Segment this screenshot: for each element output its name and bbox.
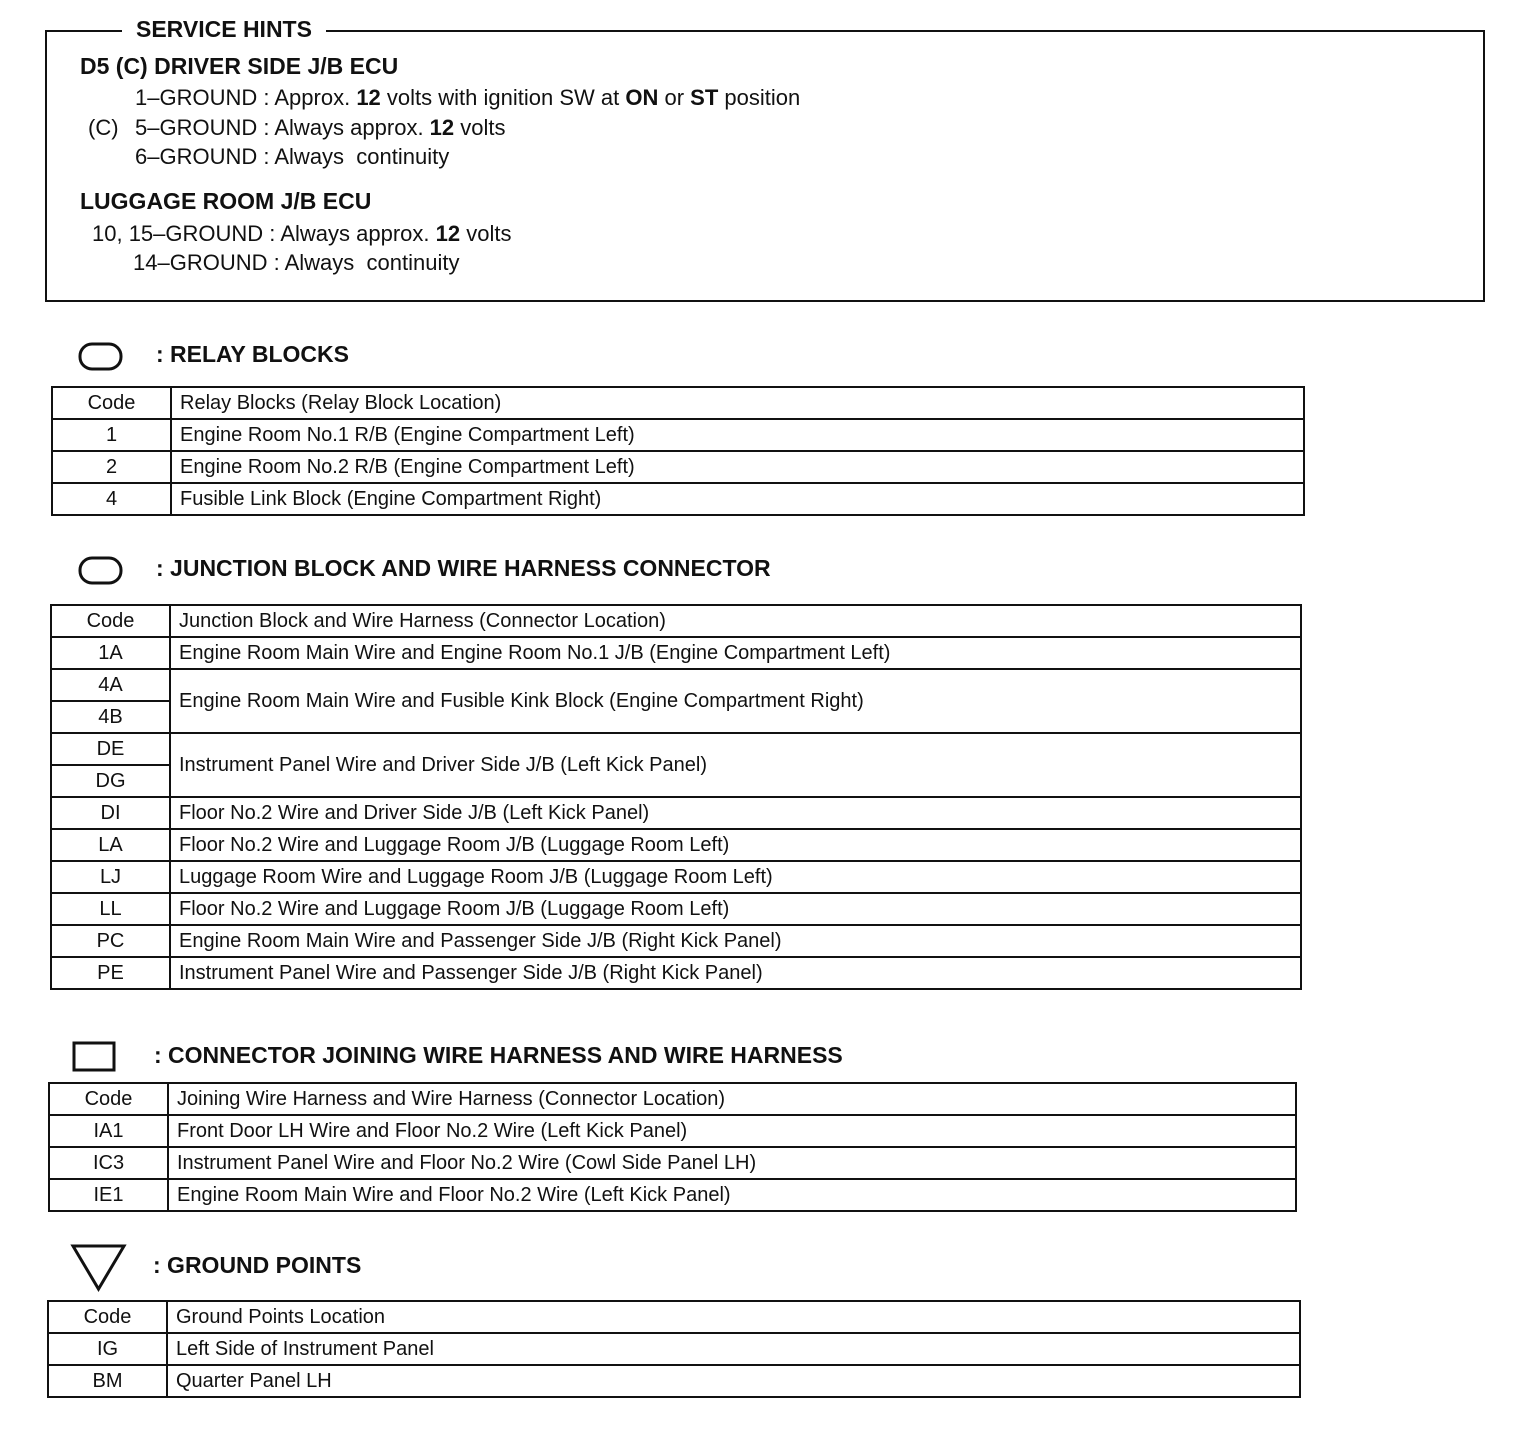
code-cell: DE — [51, 733, 170, 765]
code-cell: 1A — [51, 637, 170, 669]
description-header: Junction Block and Wire Harness (Connector Location) — [170, 605, 1301, 637]
description-cell: Instrument Panel Wire and Driver Side J/B (Left Kick Panel) — [170, 733, 1301, 797]
code-cell: IC3 — [49, 1147, 168, 1179]
code-header: Code — [48, 1301, 167, 1333]
code-cell: LJ — [51, 861, 170, 893]
table-header-row — [51, 605, 1301, 637]
description-cell: Fusible Link Block (Engine Compartment Right) — [171, 483, 1304, 515]
code-cell: LA — [51, 829, 170, 861]
description-header: Joining Wire Harness and Wire Harness (Connector Location) — [168, 1083, 1296, 1115]
code-cell: IG — [48, 1333, 167, 1365]
description-cell: Engine Room Main Wire and Passenger Side J/B (Right Kick Panel) — [170, 925, 1301, 957]
table-row — [51, 797, 1301, 829]
table-row — [48, 1365, 1300, 1397]
hint-line: 10, 15–GROUND : Always approx. 12 volts — [92, 221, 512, 246]
code-cell: 2 — [52, 451, 171, 483]
triangle-down-icon — [70, 1243, 128, 1293]
relay-blocks-table — [51, 386, 1305, 516]
code-header: Code — [49, 1083, 168, 1115]
table-row — [51, 669, 1301, 701]
connector-table — [48, 1082, 1297, 1212]
table-row — [52, 451, 1304, 483]
junction-block-table — [50, 604, 1302, 990]
code-header: Code — [52, 387, 171, 419]
description-header: Ground Points Location — [167, 1301, 1300, 1333]
description-cell: Quarter Panel LH — [167, 1365, 1300, 1397]
code-cell: DG — [51, 765, 170, 797]
connector-prefix: (C) — [88, 115, 119, 140]
table-row — [52, 483, 1304, 515]
connector-heading: : CONNECTOR JOINING WIRE HARNESS AND WIRE HARNESS — [154, 1042, 843, 1068]
code-header: Code — [51, 605, 170, 637]
description-cell: Engine Room Main Wire and Fusible Kink Block (Engine Compartment Right) — [170, 669, 1301, 733]
description-cell: Engine Room Main Wire and Engine Room No.1 J/B (Engine Compartment Left) — [170, 637, 1301, 669]
ground-points-heading: : GROUND POINTS — [153, 1252, 362, 1278]
luggage-room-ecu-heading: LUGGAGE ROOM J/B ECU — [80, 188, 372, 214]
hint-line: 14–GROUND : Always continuity — [133, 250, 460, 275]
square-icon — [72, 1041, 118, 1073]
code-cell: IA1 — [49, 1115, 168, 1147]
table-header-row — [49, 1083, 1296, 1115]
code-cell: DI — [51, 797, 170, 829]
table-row — [49, 1179, 1296, 1211]
description-cell: Floor No.2 Wire and Luggage Room J/B (Luggage Room Left) — [170, 829, 1301, 861]
description-header: Relay Blocks (Relay Block Location) — [171, 387, 1304, 419]
code-cell: PC — [51, 925, 170, 957]
table-row — [51, 893, 1301, 925]
description-cell: Engine Room No.2 R/B (Engine Compartment Left) — [171, 451, 1304, 483]
hint-line: 6–GROUND : Always continuity — [135, 144, 450, 169]
table-row — [51, 925, 1301, 957]
code-cell: LL — [51, 893, 170, 925]
ground-points-table — [47, 1300, 1301, 1398]
table-row — [51, 733, 1301, 765]
table-row — [51, 829, 1301, 861]
junction-block-heading: : JUNCTION BLOCK AND WIRE HARNESS CONNECTOR — [156, 555, 771, 581]
code-cell: BM — [48, 1365, 167, 1397]
table-row — [48, 1333, 1300, 1365]
hint-line: 5–GROUND : Always approx. 12 volts — [135, 115, 506, 140]
description-cell: Floor No.2 Wire and Driver Side J/B (Left Kick Panel) — [170, 797, 1301, 829]
code-cell: 1 — [52, 419, 171, 451]
code-cell: IE1 — [49, 1179, 168, 1211]
description-cell: Front Door LH Wire and Floor No.2 Wire (Left Kick Panel) — [168, 1115, 1296, 1147]
driver-side-ecu-heading: D5 (C) DRIVER SIDE J/B ECU — [80, 53, 399, 79]
table-row — [49, 1115, 1296, 1147]
description-cell: Luggage Room Wire and Luggage Room J/B (Luggage Room Left) — [170, 861, 1301, 893]
rounded-rect-icon — [78, 341, 124, 373]
description-cell: Engine Room No.1 R/B (Engine Compartment Left) — [171, 419, 1304, 451]
description-cell: Instrument Panel Wire and Floor No.2 Wire (Cowl Side Panel LH) — [168, 1147, 1296, 1179]
service-hints-title: SERVICE HINTS — [122, 15, 326, 43]
table-header-row — [52, 387, 1304, 419]
code-cell: PE — [51, 957, 170, 989]
description-cell: Engine Room Main Wire and Floor No.2 Wire (Left Kick Panel) — [168, 1179, 1296, 1211]
code-cell: 4A — [51, 669, 170, 701]
table-row — [52, 419, 1304, 451]
code-cell: 4 — [52, 483, 171, 515]
rounded-rect-icon — [78, 555, 124, 587]
table-header-row — [48, 1301, 1300, 1333]
hint-line: 1–GROUND : Approx. 12 volts with ignition SW at ON or ST position — [135, 85, 801, 110]
relay-blocks-heading: : RELAY BLOCKS — [156, 341, 349, 367]
table-row — [51, 861, 1301, 893]
description-cell: Floor No.2 Wire and Luggage Room J/B (Luggage Room Left) — [170, 893, 1301, 925]
table-row — [51, 957, 1301, 989]
code-cell: 4B — [51, 701, 170, 733]
description-cell: Instrument Panel Wire and Passenger Side J/B (Right Kick Panel) — [170, 957, 1301, 989]
description-cell: Left Side of Instrument Panel — [167, 1333, 1300, 1365]
table-row — [49, 1147, 1296, 1179]
table-row — [51, 637, 1301, 669]
